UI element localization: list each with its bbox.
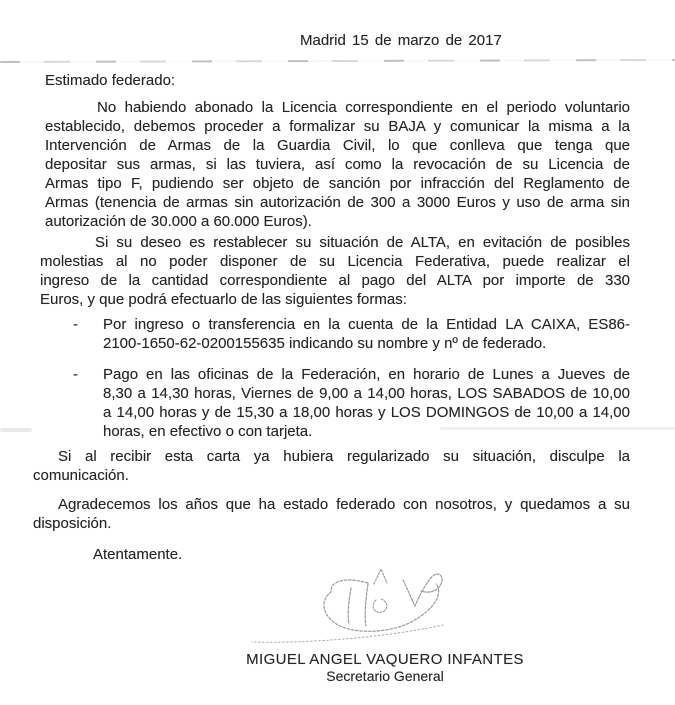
text-line: a 14,00 horas y de 15,30 a 18,00 horas y LOS DOMINGOS de 10,00 a 14,00 <box>103 404 630 421</box>
closing-salutation: Atentamente. <box>93 546 183 563</box>
scan-smudge-left <box>0 428 32 432</box>
text-line: molestias al no poder disponer de su Licencia Federativa, puede realizar el <box>40 253 630 270</box>
signatory-name: MIGUEL ANGEL VAQUERO INFANTES <box>246 651 524 668</box>
text-line: Armas tipo F, pudiendo ser objeto de sanción por infracción del Reglamento de <box>45 175 630 192</box>
text-line: establecido, debemos proceder a formalizar su BAJA y comunicar la misma a la <box>45 118 630 135</box>
text-line: Armas (tenencia de armas sin autorización de 300 a 3000 Euros y uso de arma sin <box>45 194 630 211</box>
text-line: No habiendo abonado la Licencia correspondiente en el periodo voluntario <box>97 99 630 116</box>
bullet-marker: - <box>73 316 78 333</box>
date-line: Madrid 15 de marzo de 2017 <box>300 32 502 49</box>
bullet-bank-transfer <box>73 315 630 353</box>
text-line: depositar sus armas, si las tuviera, así como la revocación de su Licencia de <box>45 156 630 173</box>
text-line: ingreso de la cantidad correspondiente al pago del ALTA por importe de 330 <box>40 272 630 289</box>
signature-scribble-icon <box>248 566 448 648</box>
signatory-title: Secretario General <box>326 668 444 684</box>
salutation: Estimado federado: <box>45 72 176 89</box>
text-line: autorización de 30.000 a 60.000 Euros). <box>45 213 312 230</box>
paragraph-apology <box>33 447 630 485</box>
text-line: comunicación. <box>33 467 129 484</box>
scan-smudge-right <box>440 427 675 430</box>
text-line: Intervención de Armas de la Guardia Civil, lo que conlleva que tenga que <box>45 137 630 154</box>
scan-artifact-line <box>0 59 675 63</box>
paragraph-alta-payment <box>40 233 630 309</box>
text-line: Por ingreso o transferencia en la cuenta de la Entidad LA CAIXA, ES86- <box>103 316 630 333</box>
bullet-marker: - <box>73 366 78 383</box>
text-line: Si al recibir esta carta ya hubiera regularizado su situación, disculpe la <box>58 448 630 465</box>
paragraph-baja-notice <box>45 98 630 231</box>
text-line: Euros, y que podrá efectuarlo de las siguientes formas: <box>40 291 407 308</box>
text-line: Si su deseo es restablecer su situación de ALTA, en evitación de posibles <box>95 234 630 251</box>
paragraph-thanks <box>33 495 630 533</box>
text-line: 8,30 a 14,30 horas, Viernes de 9,00 a 14,00 horas, LOS SABADOS de 10,00 <box>103 385 630 402</box>
text-line: Pago en las oficinas de la Federación, en horario de Lunes a Jueves de <box>103 366 630 383</box>
text-line: disposición. <box>33 515 112 532</box>
text-line: horas, en efectivo o con tarjeta. <box>103 423 313 440</box>
text-line: 2100-1650-62-0200155635 indicando su nombre y nº de federado. <box>103 335 547 352</box>
text-line: Agradecemos los años que ha estado federado con nosotros, y quedamos a su <box>58 496 630 513</box>
signature-block <box>215 651 555 685</box>
